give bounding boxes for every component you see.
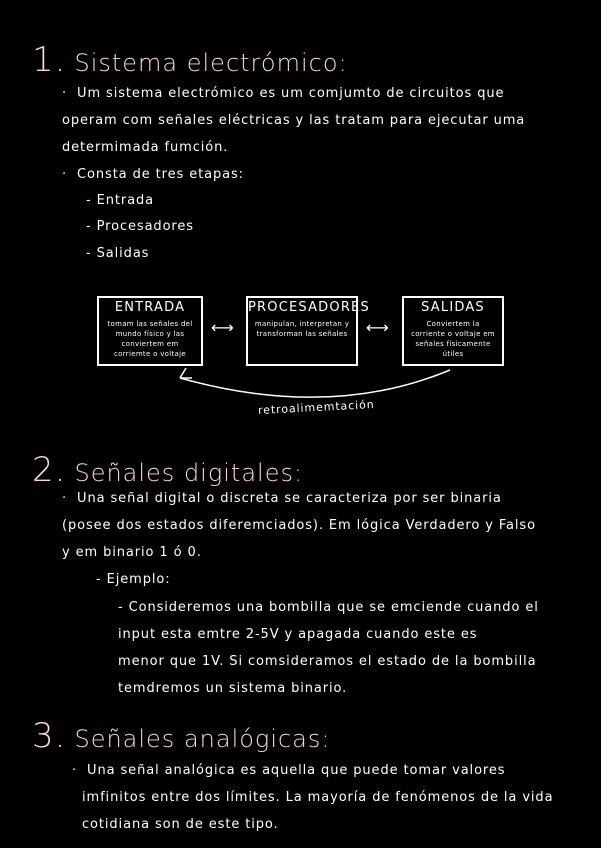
section3-number: 3. (32, 716, 67, 756)
section2-bullet1-line2: (posee dos estados diferemciados). Em lógica Verdadero y Falso (62, 518, 536, 533)
section1-title: Sistema electrómico: (74, 49, 348, 77)
section1-number: 1. (32, 40, 67, 80)
section1-bullet1-line2: operam com señales eléctricas y las tratam para ejecutar uma (62, 113, 526, 128)
feedback-arrowhead-icon (180, 368, 192, 378)
box-desc-procesadores: manipulan, interpretan y transforman las señales (254, 320, 350, 338)
bullet-dot-icon: · (62, 167, 68, 182)
example-line1: - Consideremos una bombilla que se emciende cuando el (118, 600, 539, 615)
feedback-curve (180, 370, 450, 397)
example-label: - Ejemplo: (96, 572, 171, 587)
section3-heading (32, 716, 330, 756)
example-line3: menor que 1V. Si comsideramos el estado de la bombilla (118, 654, 537, 669)
feedback-label: retroalimemtación (257, 397, 375, 418)
box-desc-salidas: Conviertem la corriente o voltaje em señales físicamente útiles (411, 320, 495, 358)
box-title-salidas: SALIDAS (421, 300, 485, 315)
stage-item-entrada: - Entrada (86, 193, 155, 208)
stage-item-salidas: - Salidas (86, 246, 150, 261)
box-title-entrada: ENTRADA (114, 300, 186, 315)
example-line4: temdremos un sistema binario. (118, 681, 348, 696)
section2-bullet1-line1: · Una señal digital o discreta se caracteriza por ser binaria (62, 491, 502, 506)
bullet-dot-icon: · (62, 491, 68, 506)
bullet-dot-icon: · (62, 86, 68, 101)
section2-heading (32, 450, 303, 490)
double-arrow-icon: ⟷ (366, 318, 389, 337)
section1-bullet1-line1: · Um sistema electrómico es um comjumto de circuitos que (62, 86, 505, 101)
bullet-dot-icon: · (72, 763, 78, 778)
section3-bullet1-line2: imfinitos entre dos límites. La mayoría de fenómenos de la vida (82, 790, 554, 805)
section2-number: 2. (32, 450, 67, 490)
section3-title: Señales analógicas: (74, 725, 331, 753)
section3-bullet1-line1: · Una señal analógica es aquella que puede tomar valores (72, 763, 506, 778)
section2-bullet1-line3: y em binario 1 ó 0. (62, 545, 202, 560)
section3-bullet1-line3: cotidiana son de este tipo. (82, 817, 279, 832)
double-arrow-icon: ⟷ (211, 318, 234, 337)
section2-title: Señales digitales: (74, 459, 304, 487)
example-line2: input esta emtre 2-5V y apagada cuando este es (118, 627, 478, 642)
box-desc-entrada: tomam las señales del mundo físico y las conviertem em corriemte o voltaje (107, 320, 193, 358)
section1-bullet1-line3: determimada fumción. (62, 140, 229, 155)
stage-item-procesadores: - Procesadores (86, 219, 194, 234)
section1-bullet2: · Consta de tres etapas: (62, 167, 244, 182)
box-title-procesadores: PROCESADORES (248, 300, 370, 315)
